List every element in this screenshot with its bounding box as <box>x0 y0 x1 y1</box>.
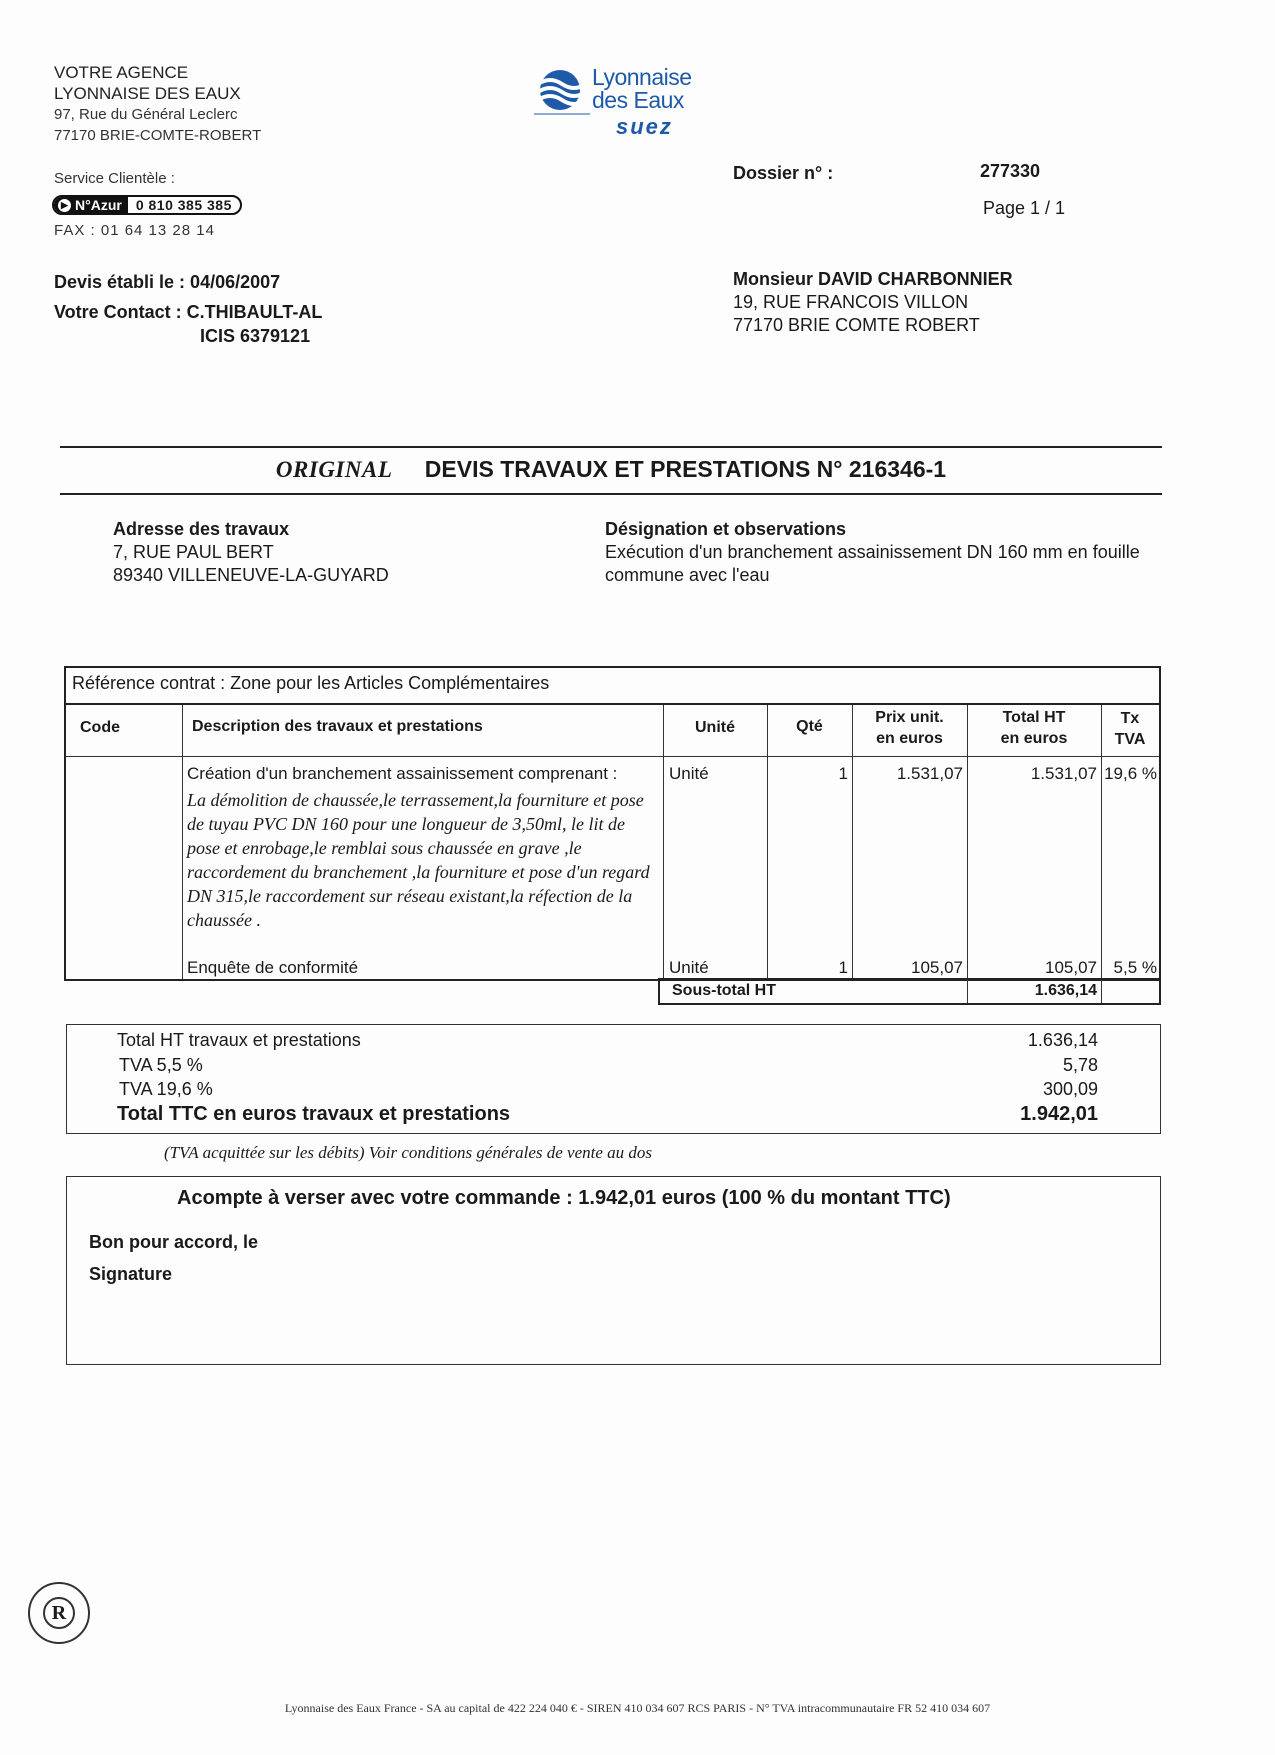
signature-label: Signature <box>89 1264 173 1284</box>
table-header <box>66 705 1159 757</box>
azur-number: 0 810 385 385 <box>135 197 232 213</box>
original-mark: ORIGINAL <box>275 457 393 482</box>
subtotal-row <box>658 978 1161 1005</box>
total-ttc-value: 1.942,01 <box>1020 1103 1098 1125</box>
works-address-line-1: 7, RUE PAUL BERT <box>113 542 274 562</box>
tva55-value: 5,78 <box>1062 1055 1098 1075</box>
page-number: Page 1 / 1 <box>983 198 1066 218</box>
header-vat-line-2: TVA <box>1114 731 1146 748</box>
tva196-label: TVA 19,6 % <box>119 1079 213 1099</box>
header-total-line-2: en euros <box>1000 730 1068 747</box>
waves-icon <box>534 68 590 118</box>
header-total-ht <box>967 707 1101 749</box>
contact-name: Votre Contact : C.THIBAULT-AL <box>54 302 323 322</box>
logo-line-2: des Eaux <box>592 87 684 113</box>
title-rule-top <box>60 446 1162 448</box>
row-2-description: Enquête de conformité <box>187 958 359 977</box>
contract-reference: Référence contrat : Zone pour les Articles Complémentaires <box>66 668 1159 705</box>
vat-note: (TVA acquittée sur les débits) Voir conditions générales de vente au dos <box>164 1143 653 1162</box>
total-ht-row <box>117 1030 1098 1051</box>
tva55-label: TVA 5,5 % <box>119 1055 203 1075</box>
header-vat-rate <box>1101 708 1159 750</box>
header-unit-price-line-1: Prix unit. <box>875 709 944 726</box>
client-address-line-1: 19, RUE FRANCOIS VILLON <box>733 292 969 312</box>
row-1-total: 1.531,07 <box>1030 764 1097 783</box>
quality-seal-icon <box>28 1582 90 1644</box>
row-1-quantity: 1 <box>838 764 848 783</box>
row-2-total: 105,07 <box>1045 958 1097 977</box>
azur-tag-label: N°Azur <box>75 197 122 213</box>
title-text: DEVIS TRAVAUX ET PRESTATIONS N° 216346-1 <box>424 456 947 482</box>
registered-r-icon: R <box>43 1597 75 1629</box>
row-2-quantity: 1 <box>838 958 848 977</box>
dossier-label: Dossier n° : <box>733 163 834 183</box>
row-2-unit: Unité <box>669 958 709 977</box>
subtotal-label: Sous-total HT <box>672 982 776 999</box>
document-title <box>60 456 1162 483</box>
row-1-vat-rate: 19,6 % <box>1104 764 1157 783</box>
total-ht-value: 1.636,14 <box>1027 1030 1098 1050</box>
header-description: Description des travaux et prestations <box>192 718 483 735</box>
agency-line-3: 97, Rue du Général Leclerc <box>54 106 238 123</box>
client-address <box>733 268 1013 337</box>
designation <box>605 518 1165 587</box>
tva55-row <box>119 1055 1098 1076</box>
agency-line-1: VOTRE AGENCE <box>54 63 189 82</box>
title-rule-bottom <box>60 493 1162 495</box>
tva196-value: 300,09 <box>1042 1079 1098 1099</box>
designation-text: Exécution d'un branchement assainissement DN 160 mm en fouille commune avec l'eau <box>605 542 1140 585</box>
total-ttc-row <box>117 1103 1098 1126</box>
devis-date: Devis établi le : 04/06/2007 <box>54 272 281 292</box>
agency-block <box>54 62 261 146</box>
works-address-line-2: 89340 VILLENEUVE-LA-GUYARD <box>113 565 389 585</box>
client-name: Monsieur DAVID CHARBONNIER <box>733 269 1013 289</box>
header-unit-price <box>852 707 967 749</box>
agency-line-4: 77170 BRIE-COMTE-ROBERT <box>54 127 262 144</box>
play-icon: ▶ <box>58 199 71 212</box>
logo-suez: suez <box>616 114 673 139</box>
subtotal-value: 1.636,14 <box>1034 982 1097 999</box>
approval-label: Bon pour accord, le <box>89 1232 259 1252</box>
designation-label: Désignation et observations <box>605 519 847 539</box>
header-quantity: Qté <box>796 718 823 735</box>
table-body <box>66 757 1159 979</box>
totals-box <box>66 1024 1161 1134</box>
service-label: Service Clientèle : <box>54 170 175 187</box>
row-2-unit-price: 105,07 <box>911 958 963 977</box>
deposit-text: Acompte à verser avec votre commande : 1.942,01 euros (100 % du montant TTC) <box>177 1187 951 1209</box>
logo-line-1: Lyonnaise <box>592 64 692 90</box>
fax-number: FAX : 01 64 13 28 14 <box>54 222 215 239</box>
row-1-unit-price: 1.531,07 <box>896 764 963 783</box>
azur-tag <box>54 196 128 214</box>
row-1-unit: Unité <box>669 764 709 783</box>
company-logo <box>534 62 714 142</box>
total-ttc-label: Total TTC en euros travaux et prestations <box>117 1103 511 1125</box>
header-unit-price-line-2: en euros <box>876 730 943 747</box>
works-address <box>113 518 389 587</box>
total-ht-label: Total HT travaux et prestations <box>117 1030 361 1050</box>
row-1-detail: La démolition de chaussée,le terrassement,la fourniture et pose de tuyau PVC DN 160 pour une longueur de 3,50ml, le lit de pose et enrobage,le remblai sous chaussée en grave ,le raccordement du branchement ,la fourniture et pose d'un regard DN 315,le raccordement sur réseau existant,la réfection de la chaussée . <box>187 790 650 930</box>
tva196-row <box>119 1079 1098 1100</box>
azur-badge <box>52 195 242 215</box>
quote-table <box>64 666 1161 981</box>
header-vat-line-1: Tx <box>1120 710 1140 727</box>
agency-line-2: LYONNAISE DES EAUX <box>54 84 241 103</box>
row-1-description: Création d'un branchement assainissement comprenant : <box>187 764 618 783</box>
row-2-vat-rate: 5,5 % <box>1113 958 1157 977</box>
header-unit: Unité <box>695 719 735 736</box>
client-address-line-2: 77170 BRIE COMTE ROBERT <box>733 315 980 335</box>
header-code: Code <box>80 719 120 736</box>
legal-footer: Lyonnaise des Eaux France - SA au capital de 422 224 040 € - SIREN 410 034 607 RCS PARIS - N° TVA intracommunautaire FR 52 410 034 607 <box>284 1701 991 1715</box>
dossier-number: 277330 <box>980 161 1041 181</box>
works-address-label: Adresse des travaux <box>113 519 290 539</box>
header-total-line-1: Total HT <box>1002 709 1066 726</box>
icis-number: ICIS 6379121 <box>200 326 311 346</box>
deposit-box <box>66 1176 1161 1365</box>
